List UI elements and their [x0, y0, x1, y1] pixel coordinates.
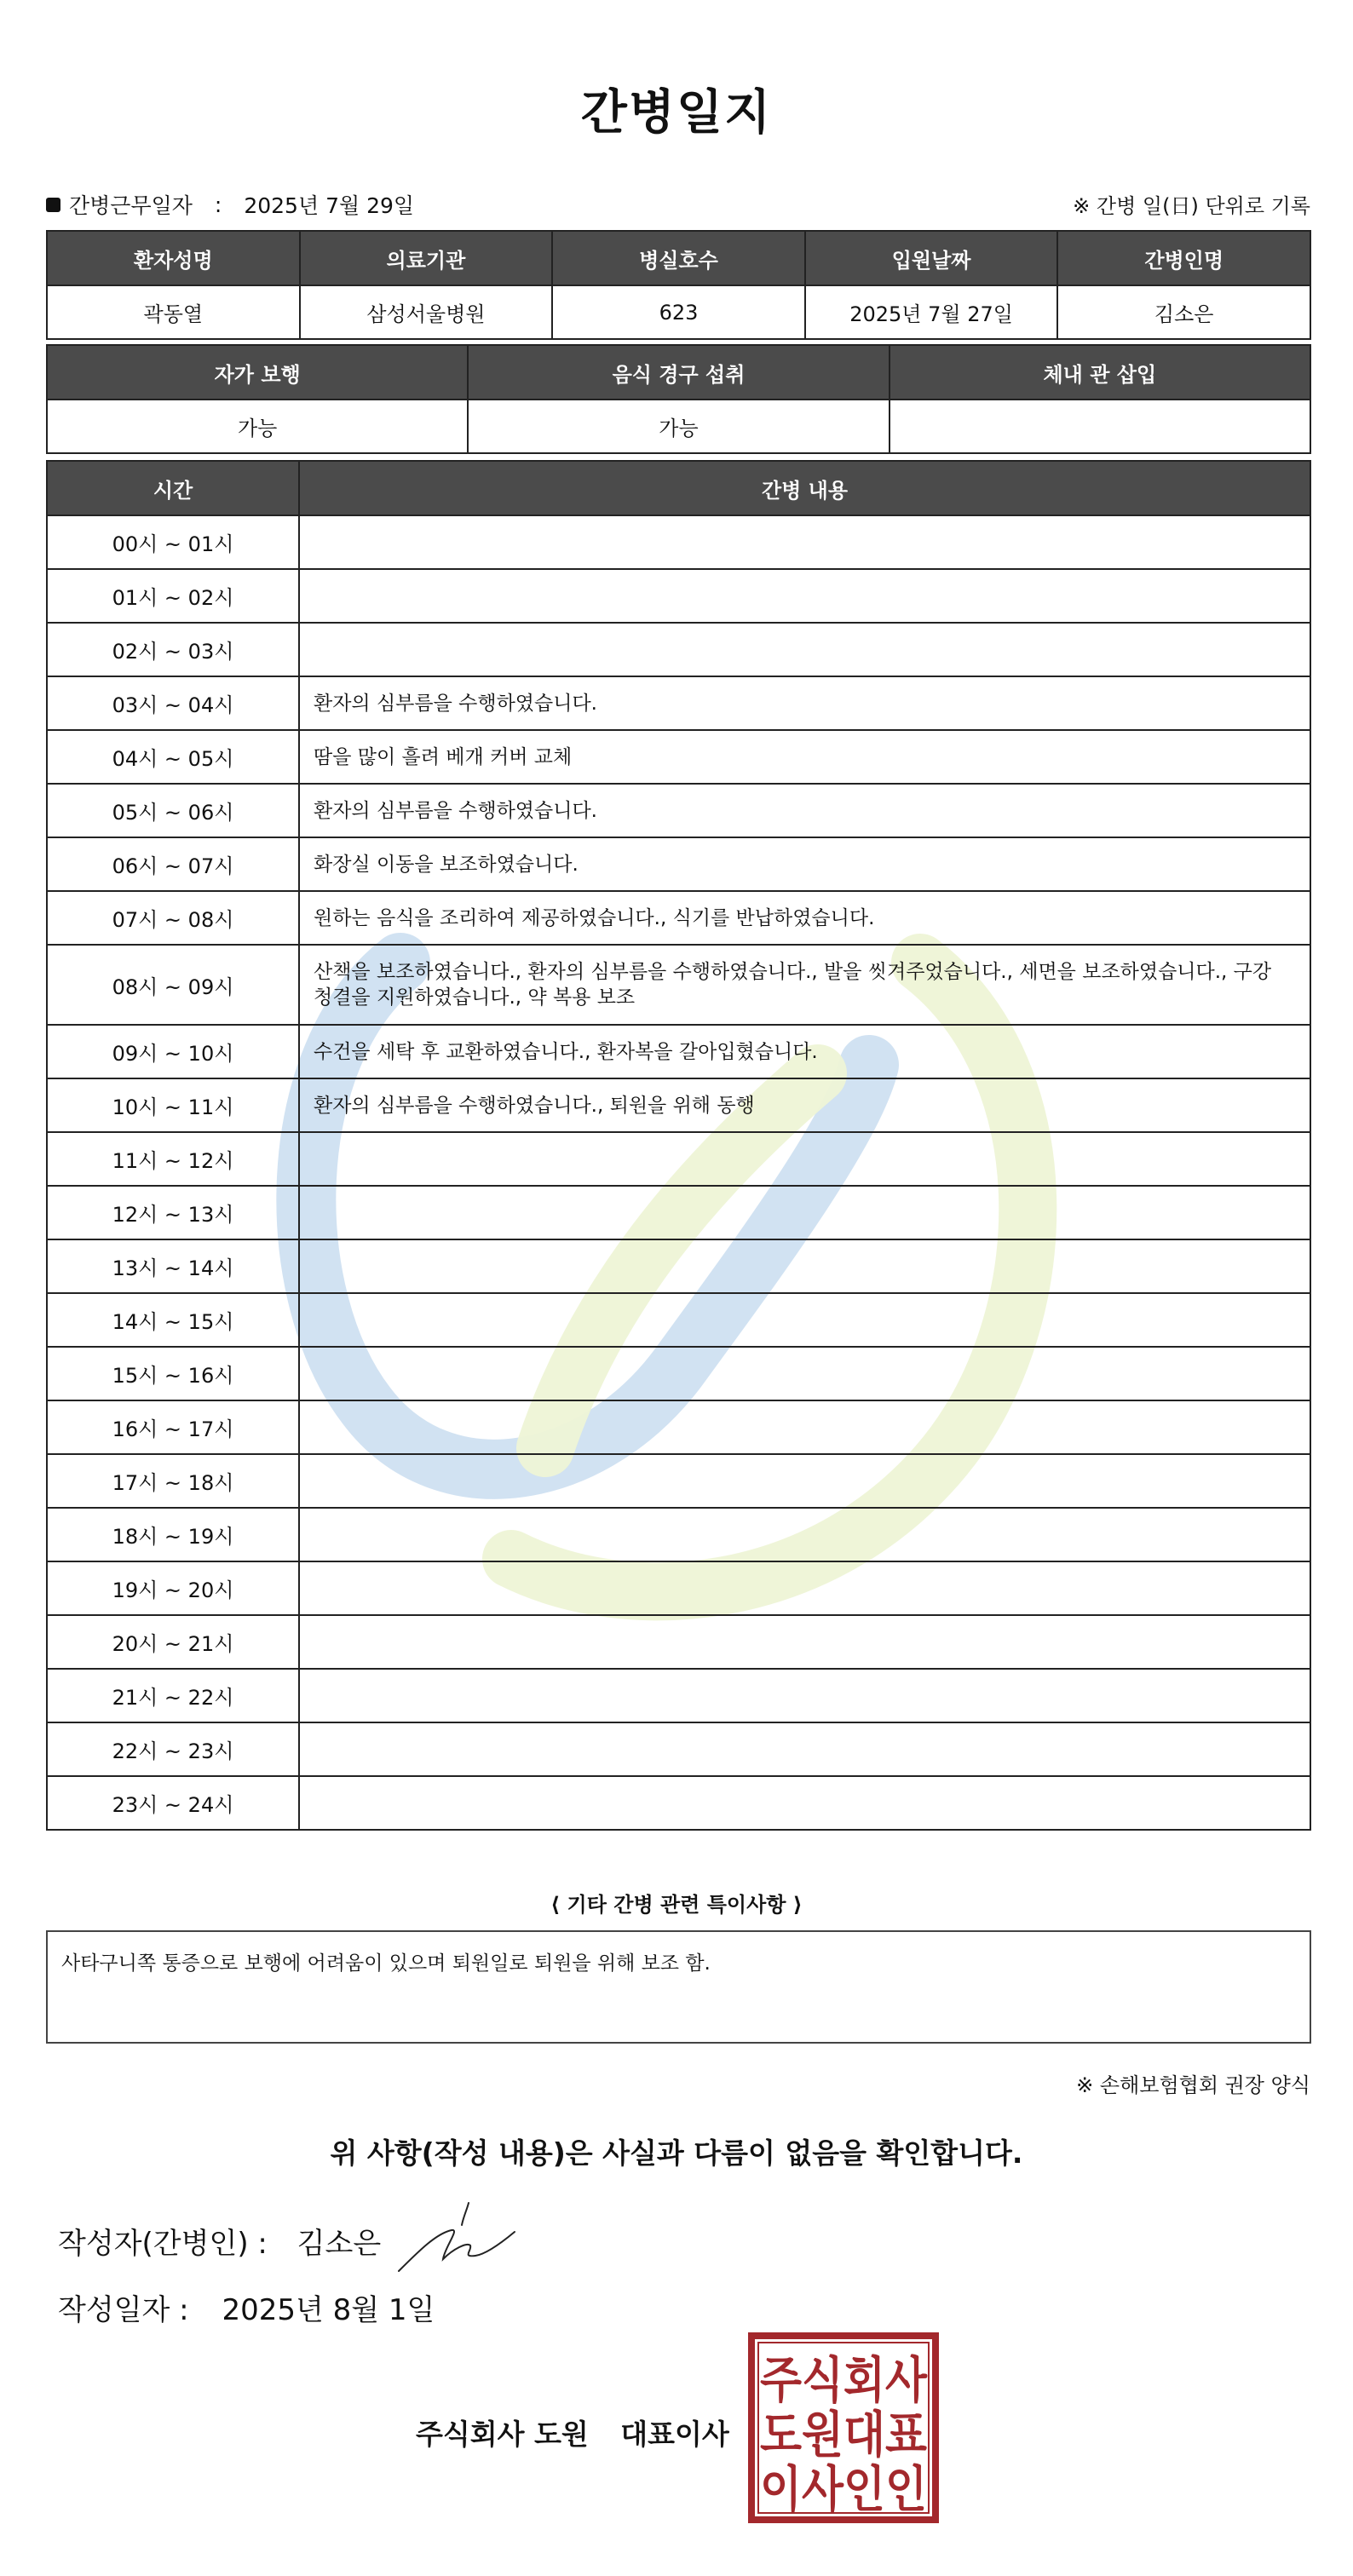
- table-row: [47, 1347, 1310, 1400]
- time-slot: 01시 ~ 02시: [47, 569, 299, 623]
- work-date-separator: :: [214, 192, 222, 217]
- header-care-content: 간병 내용: [299, 461, 1310, 515]
- writer-line: [58, 2220, 381, 2262]
- time-slot: 20시 ~ 21시: [47, 1615, 299, 1669]
- care-content: [299, 1186, 1310, 1239]
- care-content: [299, 569, 1310, 623]
- table-row: [47, 1615, 1310, 1669]
- svg-text:이사인인: 이사인인: [760, 2460, 927, 2518]
- care-content: [299, 1615, 1310, 1669]
- table-row: [47, 1722, 1310, 1776]
- header-room: 병실호수: [552, 231, 805, 285]
- unit-note: ※ 간병 일(日) 단위로 기록: [1073, 194, 1310, 218]
- confirmation-statement: 위 사항(작성 내용)은 사실과 다름이 없음을 확인합니다.: [330, 2136, 1023, 2170]
- table-header-row: [47, 345, 1310, 400]
- patient-info-table: [46, 230, 1311, 340]
- company-name: 주식회사 도원: [416, 2418, 589, 2451]
- care-content: 환자의 심부름을 수행하였습니다., 퇴원을 위해 동행: [299, 1078, 1310, 1132]
- write-date-value: 2025년 8월 1일: [222, 2293, 435, 2327]
- time-slot: 13시 ~ 14시: [47, 1239, 299, 1293]
- time-slot: 21시 ~ 22시: [47, 1669, 299, 1722]
- writer-label: 작성자(간병인) :: [58, 2227, 268, 2261]
- care-content: 환자의 심부름을 수행하였습니다.: [299, 676, 1310, 730]
- table-row: [47, 1776, 1310, 1830]
- time-slot: 15시 ~ 16시: [47, 1347, 299, 1400]
- notes-text: 사타구니쪽 통증으로 보행에 어려움이 있으며 퇴원일로 퇴원을 위해 보조 함.: [61, 1952, 711, 1975]
- table-row: [47, 569, 1310, 623]
- company-seal-stamp: [748, 2332, 939, 2523]
- notes-box: [46, 1930, 1311, 2044]
- tube-insertion-value: [890, 400, 1310, 453]
- header-time: 시간: [47, 461, 299, 515]
- room-number: 623: [552, 285, 805, 339]
- write-date-line: [58, 2286, 435, 2328]
- time-slot: 12시 ~ 13시: [47, 1186, 299, 1239]
- time-slot: 11시 ~ 12시: [47, 1132, 299, 1186]
- table-row: [47, 1508, 1310, 1561]
- oral-intake-value: 가능: [468, 400, 889, 453]
- care-content: [299, 623, 1310, 676]
- write-date-label: 작성일자 :: [58, 2293, 189, 2327]
- table-row: [47, 837, 1310, 891]
- table-row: [47, 1400, 1310, 1454]
- time-slot: 19시 ~ 20시: [47, 1561, 299, 1615]
- time-slot: 08시 ~ 09시: [47, 945, 299, 1025]
- header-patient-name: 환자성명: [47, 231, 300, 285]
- table-row: [47, 1293, 1310, 1347]
- writer-name: 김소은: [297, 2227, 382, 2261]
- table-row: [47, 784, 1310, 837]
- self-walking-value: 가능: [47, 400, 468, 453]
- page-title: 간병일지: [580, 85, 773, 141]
- signature-image: [394, 2199, 521, 2276]
- header-caregiver-name: 간병인명: [1057, 231, 1310, 285]
- header-self-walking: 자가 보행: [47, 345, 468, 400]
- notes-title: ⟨ 기타 간병 관련 특이사항 ⟩: [550, 1893, 803, 1917]
- form-source-note: ※ 손해보험협회 권장 양식: [1076, 2073, 1310, 2097]
- care-content: [299, 515, 1310, 569]
- table-row: [47, 891, 1310, 945]
- table-row: [47, 1078, 1310, 1132]
- care-content: [299, 1454, 1310, 1508]
- header-tube-insertion: 체내 관 삽입: [890, 345, 1310, 400]
- table-row: [47, 1669, 1310, 1722]
- care-content: 원하는 음식을 조리하여 제공하였습니다., 식기를 반납하였습니다.: [299, 891, 1310, 945]
- table-header-row: [47, 231, 1310, 285]
- representative-title: 대표이사: [620, 2418, 729, 2451]
- time-slot: 22시 ~ 23시: [47, 1722, 299, 1776]
- care-content: [299, 1669, 1310, 1722]
- table-row: [47, 1186, 1310, 1239]
- care-content: 환자의 심부름을 수행하였습니다.: [299, 784, 1310, 837]
- hospital: 삼성서울병원: [300, 285, 553, 339]
- patient-name: 곽동열: [47, 285, 300, 339]
- table-row: [47, 400, 1310, 453]
- care-content: [299, 1293, 1310, 1347]
- care-content: 화장실 이동을 보조하였습니다.: [299, 837, 1310, 891]
- care-content: [299, 1722, 1310, 1776]
- table-row: [47, 730, 1310, 784]
- time-slot: 17시 ~ 18시: [47, 1454, 299, 1508]
- time-slot: 00시 ~ 01시: [47, 515, 299, 569]
- table-row: [47, 1132, 1310, 1186]
- time-slot: 18시 ~ 19시: [47, 1508, 299, 1561]
- patient-status-table: [46, 344, 1311, 454]
- time-slot: 07시 ~ 08시: [47, 891, 299, 945]
- table-row: [47, 676, 1310, 730]
- table-row: [47, 285, 1310, 339]
- time-slot: 05시 ~ 06시: [47, 784, 299, 837]
- care-content: 산책을 보조하였습니다., 환자의 심부름을 수행하였습니다., 발을 씻겨주었습니다., 세면을 보조하였습니다., 구강 청결을 지원하였습니다., 약 복용 보조: [299, 945, 1310, 1025]
- header-oral-intake: 음식 경구 섭취: [468, 345, 889, 400]
- time-slot: 03시 ~ 04시: [47, 676, 299, 730]
- care-content: [299, 1561, 1310, 1615]
- care-content: [299, 1347, 1310, 1400]
- time-slot: 23시 ~ 24시: [47, 1776, 299, 1830]
- company-line: [416, 2412, 729, 2452]
- care-content: 땀을 많이 흘려 베개 커버 교체: [299, 730, 1310, 784]
- time-slot: 04시 ~ 05시: [47, 730, 299, 784]
- time-slot: 06시 ~ 07시: [47, 837, 299, 891]
- table-row: [47, 1239, 1310, 1293]
- care-content: 수건을 세탁 후 교환하였습니다., 환자복을 갈아입혔습니다.: [299, 1025, 1310, 1078]
- bullet-icon: [46, 198, 60, 212]
- time-slot: 09시 ~ 10시: [47, 1025, 299, 1078]
- care-content: [299, 1132, 1310, 1186]
- table-row: [47, 515, 1310, 569]
- work-date: [46, 189, 414, 220]
- table-row: [47, 1561, 1310, 1615]
- table-row: [47, 1454, 1310, 1508]
- admission-date: 2025년 7월 27일: [805, 285, 1058, 339]
- time-slot: 10시 ~ 11시: [47, 1078, 299, 1132]
- table-row: [47, 945, 1310, 1025]
- header-hospital: 의료기관: [300, 231, 553, 285]
- work-date-label: 간병근무일자: [69, 193, 193, 218]
- care-content: [299, 1400, 1310, 1454]
- work-date-value: 2025년 7월 29일: [244, 193, 415, 218]
- time-slot: 02시 ~ 03시: [47, 623, 299, 676]
- table-row: [47, 1025, 1310, 1078]
- care-content: [299, 1239, 1310, 1293]
- table-row: [47, 623, 1310, 676]
- time-slot: 16시 ~ 17시: [47, 1400, 299, 1454]
- caregiver-name: 김소은: [1057, 285, 1310, 339]
- svg-text:도원대표: 도원대표: [760, 2406, 927, 2464]
- time-slot: 14시 ~ 15시: [47, 1293, 299, 1347]
- care-content: [299, 1508, 1310, 1561]
- header-admission-date: 입원날짜: [805, 231, 1058, 285]
- care-content: [299, 1776, 1310, 1830]
- table-header-row: [47, 461, 1310, 515]
- svg-text:주식회사: 주식회사: [760, 2351, 928, 2409]
- care-log-table: [46, 460, 1311, 1831]
